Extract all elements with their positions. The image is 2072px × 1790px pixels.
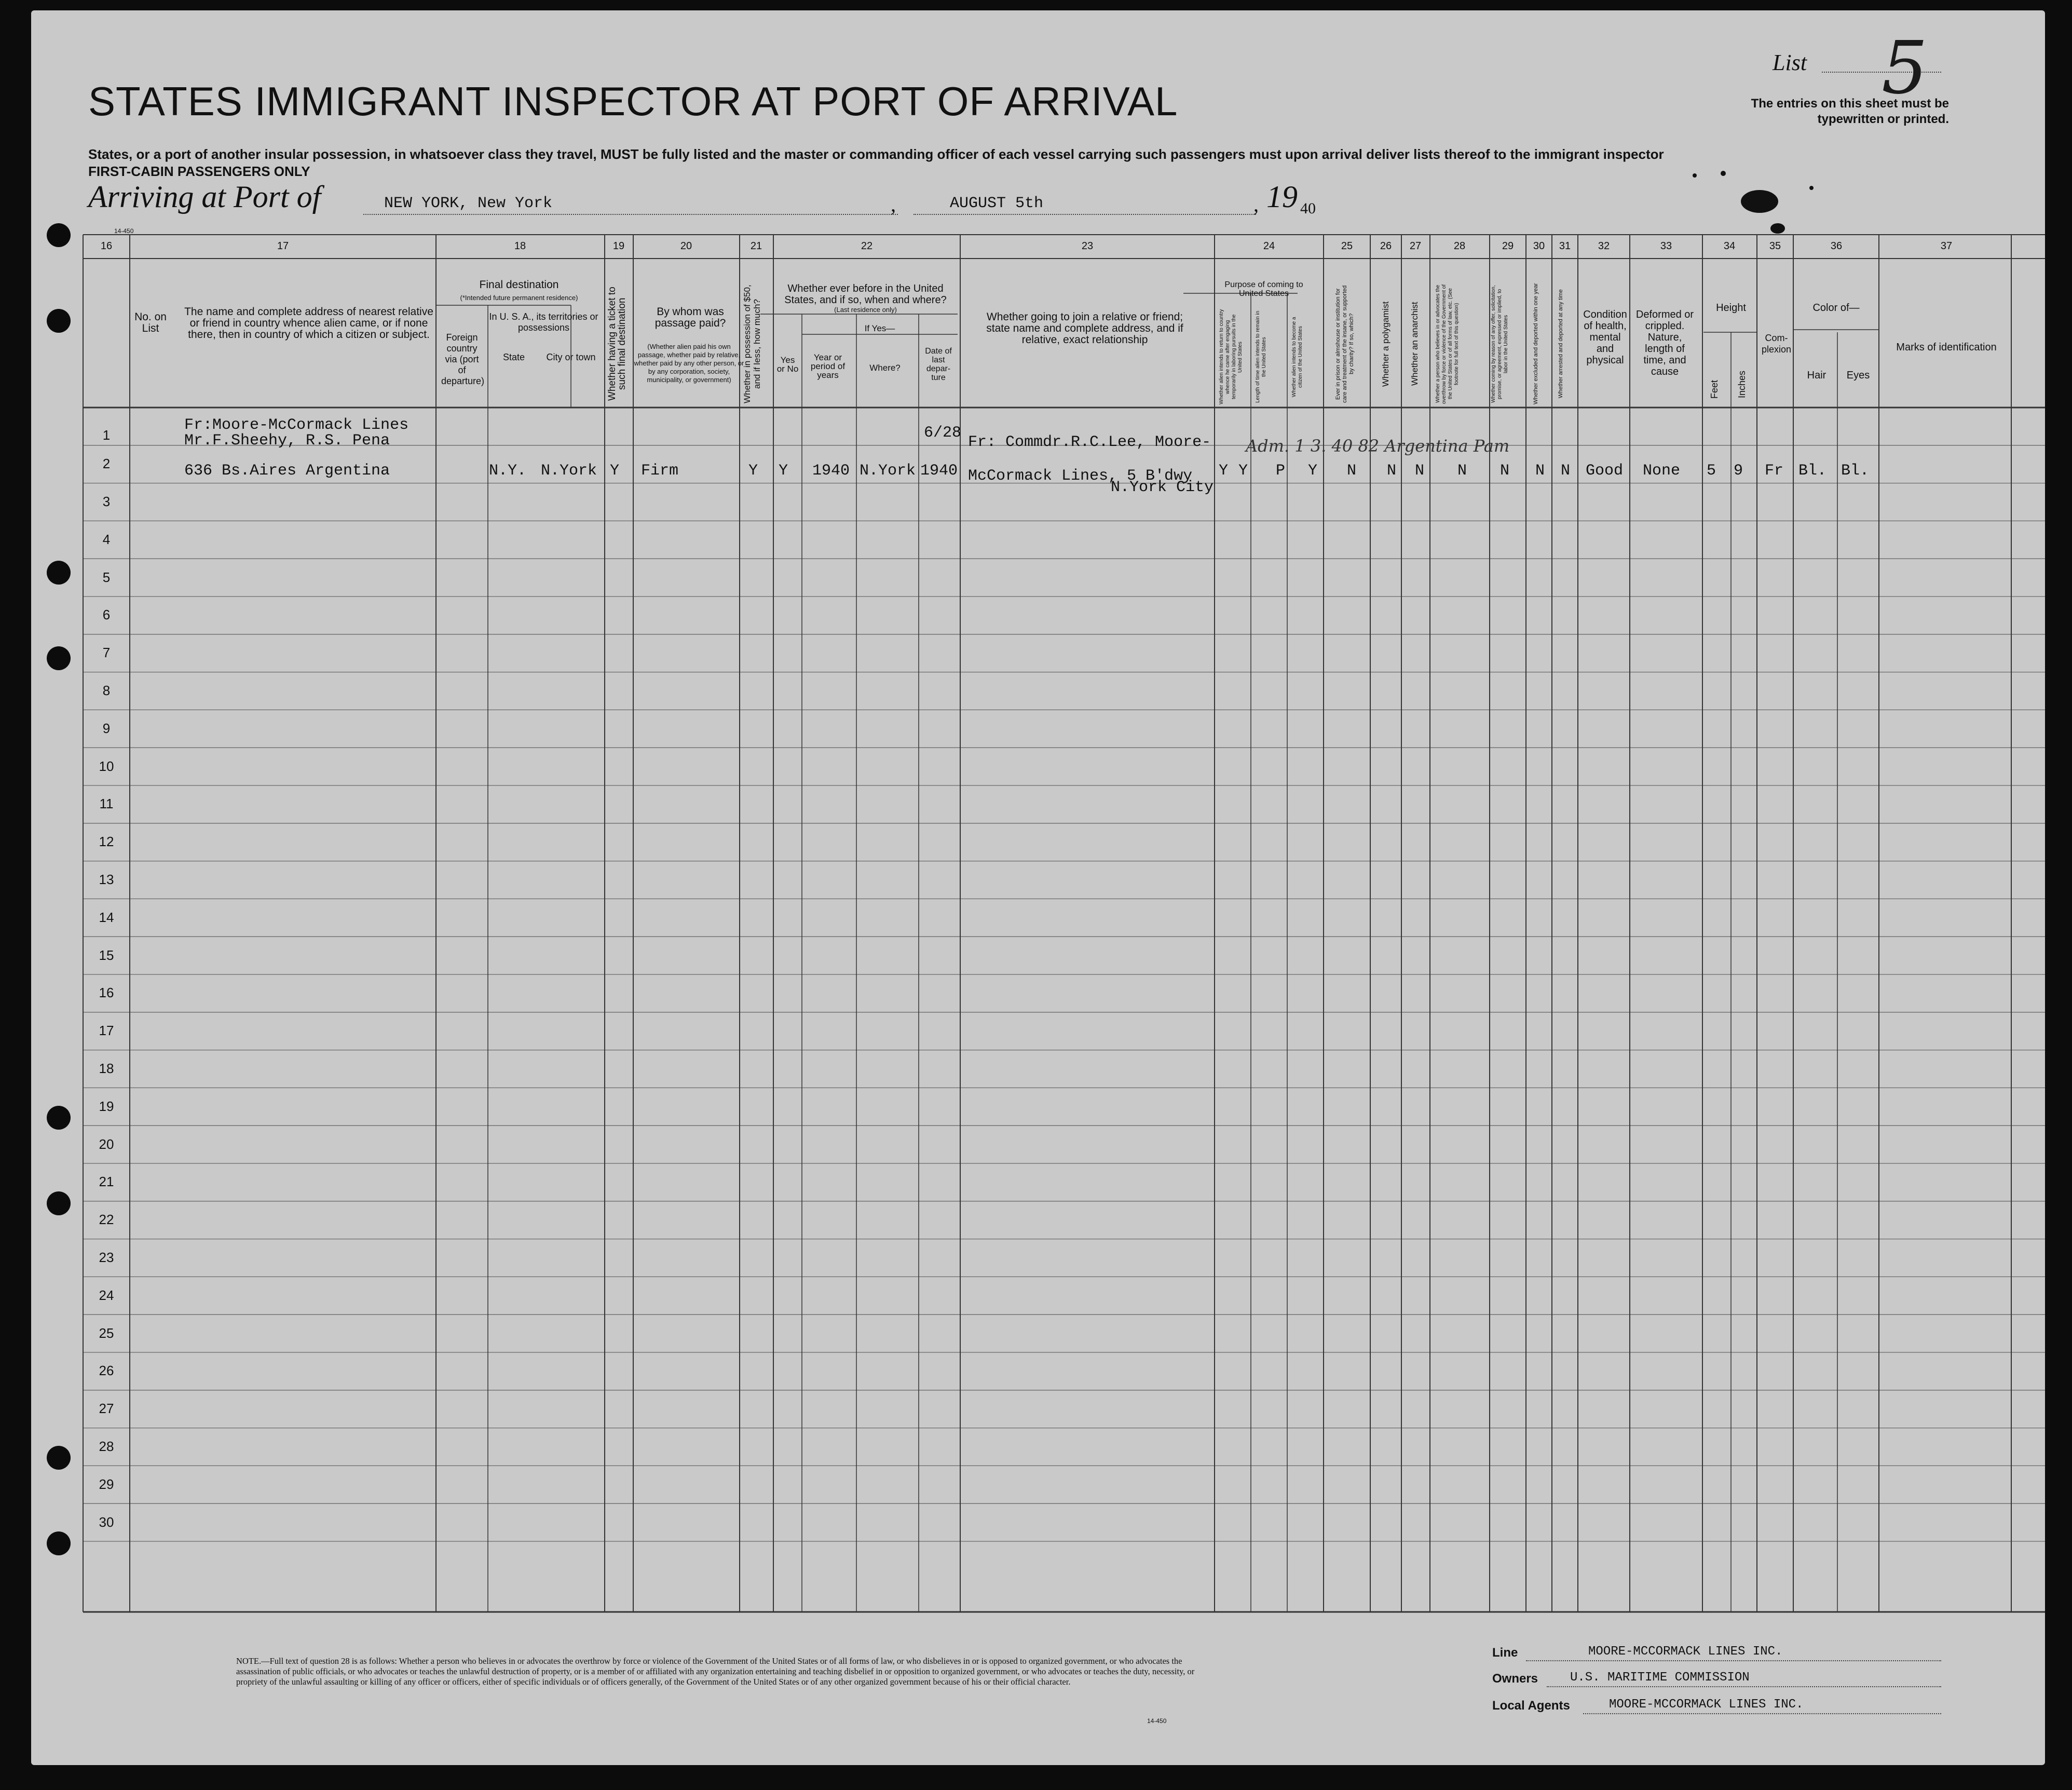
header-c29: Whether coming by reason of any offer, solicitation, promise, or agreement, expressed or implied, to labor in the United States — [1491, 285, 1509, 403]
row-number: 19 — [99, 1098, 114, 1114]
entry-where: N.York — [860, 462, 916, 480]
comma: , — [1253, 193, 1259, 216]
entry-complexion: Fr — [1765, 462, 1784, 480]
column-number: 26 — [1380, 240, 1392, 252]
header-c25: Ever in prison or almshouse or institution for care and treatment of the insane, or supported by charity? If so, which? — [1335, 285, 1355, 403]
column-number: 32 — [1598, 240, 1610, 252]
header-if-yes: If Yes— — [864, 323, 895, 333]
row-number: 1 — [102, 427, 111, 443]
form-code-bottom: 14-450 — [1147, 1717, 1167, 1725]
year-prefix: 19 — [1266, 180, 1298, 214]
header-complexion: Com-plexion — [1761, 333, 1792, 355]
row-number: 5 — [102, 569, 111, 585]
column-number: 36 — [1830, 240, 1843, 252]
entry-join-line1: Fr: Commdr.R.C.Lee, Moore- — [968, 433, 1211, 451]
entry-relative-line1: Fr:Moore-McCormack Lines — [184, 416, 409, 434]
header-yes-no: Yes or No — [776, 355, 799, 374]
column-number: 16 — [100, 240, 113, 252]
page-title: STATES IMMIGRANT INSPECTOR AT PORT OF ARRIVAL — [88, 78, 1178, 124]
header-condition: Condition of health, mental and physical — [1583, 309, 1627, 366]
header-height: Height — [1716, 302, 1746, 314]
entry-last-departure-top: 6/28 — [924, 424, 962, 442]
column-number: 22 — [861, 240, 873, 252]
row-number: 16 — [99, 985, 114, 1001]
header-ticket: Whether having a ticket to such final destination — [607, 287, 628, 401]
header-final-destination: Final destination — [479, 279, 559, 291]
header-possession-money: Whether in possession of $50, and if less, how much? — [742, 284, 762, 403]
port-value: NEW YORK, New York — [384, 195, 553, 212]
header-passage-paid-note: (Whether alien paid his own passage, whether paid by relative, whether paid by any other person, or by any corporation, society, municipality, or government) — [634, 343, 744, 384]
column-number: 37 — [1940, 240, 1953, 252]
row-number: 6 — [102, 607, 111, 623]
column-number: 19 — [612, 240, 625, 252]
header-final-destination-note: (*Intended future permanent residence) — [460, 294, 578, 302]
column-number: 31 — [1559, 240, 1571, 252]
entry-condition: Good — [1586, 462, 1624, 480]
entry-hair: Bl. — [1798, 462, 1827, 480]
column-number: 33 — [1660, 240, 1672, 252]
column-number: 35 — [1769, 240, 1781, 252]
row-number: 26 — [99, 1363, 114, 1379]
header-purpose-a: Whether alien intends to return to country whence he came after engaging temporarily in laboring pursuits in the United States — [1219, 309, 1243, 405]
row-number: 12 — [99, 834, 114, 850]
column-number: 25 — [1341, 240, 1353, 252]
entry-join-line2: McCormack Lines, 5 B'dwy — [968, 467, 1193, 485]
manifest-sheet — [31, 10, 2045, 1765]
header-c31: Whether arrested and deported at any time — [1558, 289, 1564, 399]
entry-c30: N — [1535, 462, 1545, 480]
column-number: 27 — [1409, 240, 1422, 252]
entry-year-period: 1940 — [812, 462, 850, 480]
row-number: 9 — [102, 720, 111, 736]
row-number: 11 — [99, 796, 114, 812]
row-number: 15 — [99, 947, 114, 963]
column-number: 21 — [750, 240, 762, 252]
row-number: 29 — [99, 1476, 114, 1492]
entry-money: Y — [748, 462, 758, 480]
entry-state: N.Y. — [489, 462, 527, 480]
entry-purpose-length: P — [1276, 462, 1286, 480]
header-city: City or town — [546, 352, 596, 362]
entry-feet: 5 — [1707, 462, 1716, 480]
form-code-top: 14-450 — [114, 227, 134, 235]
entry-ever-before: Y — [779, 462, 788, 480]
header-c28: Whether a person who believes in or advocates the overthrow by force or violence of the Government of the United States or of all forms of law, etc. (See footnote for full text of this question) — [1435, 284, 1460, 404]
column-number: 18 — [514, 240, 526, 252]
footer-line-label: Line — [1492, 1646, 1518, 1660]
row-number: 4 — [102, 531, 111, 547]
entry-c31: N — [1561, 462, 1571, 480]
header-no-on-list: No. on List — [134, 311, 167, 334]
row-number: 7 — [102, 645, 111, 661]
footer-owners-field — [1547, 1686, 1941, 1687]
row-number: 20 — [99, 1136, 114, 1152]
cabin-class: FIRST-CABIN PASSENGERS ONLY — [88, 164, 310, 179]
column-number: 17 — [277, 240, 289, 252]
footer-agents-field — [1583, 1713, 1941, 1714]
entry-join-line3: N.York City — [1111, 479, 1214, 496]
header-foreign-country: Foreign country via (port of departure) — [441, 332, 485, 386]
row-number: 23 — [99, 1250, 114, 1265]
header-c30: Whether excluded and deported within one year — [1533, 283, 1539, 405]
header-year-period: Year or period of years — [810, 352, 846, 380]
row-number: 27 — [99, 1401, 114, 1417]
header-color-of: Color of— — [1812, 302, 1860, 314]
row-number: 25 — [99, 1325, 114, 1341]
footer-owners-value: U.S. MARITIME COMMISSION — [1570, 1671, 1750, 1685]
row-number: 13 — [99, 872, 114, 887]
header-c26: Whether a polygamist — [1381, 301, 1391, 387]
entry-c27: N — [1415, 462, 1425, 480]
manifest-grid — [31, 10, 2045, 1765]
entries-note: The entries on this sheet must be typewritten or printed. — [1751, 97, 1949, 126]
footer-line-value: MOORE-MCCORMACK LINES INC. — [1588, 1645, 1783, 1659]
row-number: 17 — [99, 1023, 114, 1039]
entry-city: N.York — [541, 462, 597, 480]
row-number: 10 — [99, 758, 114, 774]
row-number: 22 — [99, 1212, 114, 1228]
row-number: 18 — [99, 1061, 114, 1076]
row-number: 28 — [99, 1439, 114, 1454]
header-ever-before-note: (Last residence only) — [834, 306, 897, 314]
header-deformed: Deformed or crippled. Nature, length of time, and cause — [1635, 309, 1694, 377]
entry-relative-line2: Mr.F.Sheehy, R.S. Pena — [184, 432, 390, 450]
row-number: 8 — [102, 683, 111, 698]
column-number: 30 — [1533, 240, 1545, 252]
row-number: 21 — [99, 1174, 114, 1190]
header-last-departure: Date of last depar-ture — [925, 347, 952, 382]
entry-passage-paid: Firm — [641, 462, 679, 480]
subtitle-line: States, or a port of another insular possession, in whatsoever class they travel, MUST be fully listed and the master or commanding officer of each vessel carrying such passengers must upon arrival deliver lists thereof to the immigrant inspector — [88, 146, 1664, 162]
header-eyes: Eyes — [1846, 370, 1870, 381]
entry-eyes: Bl. — [1841, 462, 1870, 480]
arriving-label: Arriving at Port of — [88, 180, 321, 214]
header-inches: Inches — [1737, 370, 1747, 398]
row-number: 24 — [99, 1287, 114, 1303]
entry-c29: N — [1500, 462, 1510, 480]
header-purpose-b: Length of time alien intends to remain in the United States — [1255, 310, 1267, 403]
entry-deformed: None — [1643, 462, 1681, 480]
handwritten-annotation: Adm. 1 3. 40 82 Argentina Pam — [1246, 436, 1510, 456]
header-hair: Hair — [1807, 370, 1826, 381]
column-number: 28 — [1453, 240, 1466, 252]
entry-purpose-return: Y — [1219, 462, 1229, 480]
header-state: State — [502, 352, 525, 362]
entry-last-departure: 1940 — [920, 462, 958, 480]
entry-c25: N — [1347, 462, 1357, 480]
header-ever-before: Whether ever before in the United States, and if so, when and where? — [784, 283, 947, 306]
column-number: 23 — [1081, 240, 1094, 252]
list-label: List — [1773, 50, 1807, 75]
header-marks: Marks of identification — [1896, 342, 1997, 353]
footer-agents-label: Local Agents — [1492, 1699, 1570, 1713]
comma: , — [891, 193, 896, 216]
entry-relative-line3: 636 Bs.Aires Argentina — [184, 462, 390, 480]
row-number: 14 — [99, 909, 114, 925]
entry-ticket: Y — [610, 462, 620, 480]
entry-c26: N — [1387, 462, 1397, 480]
entry-inches: 9 — [1734, 462, 1743, 480]
header-purpose-c: Whether alien intends to become a citizen of the United States — [1291, 317, 1303, 397]
row-number: 3 — [102, 494, 111, 509]
header-joining-relative: Whether going to join a relative or friend; state name and complete address, and if relative, exact relationship — [986, 311, 1183, 346]
date-value: AUGUST 5th — [950, 195, 1044, 212]
header-purpose: Purpose of coming to United States — [1224, 280, 1303, 298]
footer-line-field — [1526, 1660, 1941, 1661]
footnote-q28: NOTE.—Full text of question 28 is as follows: Whether a person who believes in or advocates the overthrow by force or violence of the Government of the United States or of all forms of law, or who disbelieves in or is opposed to organized government, or who advocates the assassination of public officials, or who advocates or teaches the unlawful destruction of property, or is a member of or affiliated with any organization entertaining and teaching disbelief in or opposition to organized government, or who advocates or teaches the duty, necessity, or propriety of the unlawful assaulting or killing of any officer or officers, either of specific individuals or of officers generally, of the Government of the United States or of any other organized government because of his or their official character. — [236, 1656, 1195, 1687]
entry-c28: N — [1457, 462, 1467, 480]
header-feet: Feet — [1709, 379, 1720, 399]
list-number: 5 — [1882, 26, 1928, 111]
entry-purpose-return-2: Y — [1238, 462, 1248, 480]
column-number: 29 — [1502, 240, 1514, 252]
entry-purpose-citizen: Y — [1308, 462, 1318, 480]
column-number: 24 — [1263, 240, 1275, 252]
column-number: 34 — [1723, 240, 1736, 252]
header-c27: Whether an anarchist — [1410, 302, 1420, 386]
header-passage-paid: By whom was passage paid? — [655, 306, 726, 329]
row-number: 2 — [102, 456, 111, 472]
header-where: Where? — [869, 363, 901, 373]
row-number: 30 — [99, 1514, 114, 1530]
footer-owners-label: Owners — [1492, 1672, 1538, 1686]
header-nearest-relative: The name and complete address of nearest relative or friend in country whence alien came, or if none there, then in country of which a citizen or subject. — [184, 306, 433, 341]
header-in-usa: In U. S. A., its territories or possessions — [489, 311, 598, 333]
footer-agents-value: MOORE-MCCORMACK LINES INC. — [1609, 1698, 1804, 1712]
column-number: 20 — [680, 240, 692, 252]
year-suffix: 40 — [1300, 200, 1316, 217]
